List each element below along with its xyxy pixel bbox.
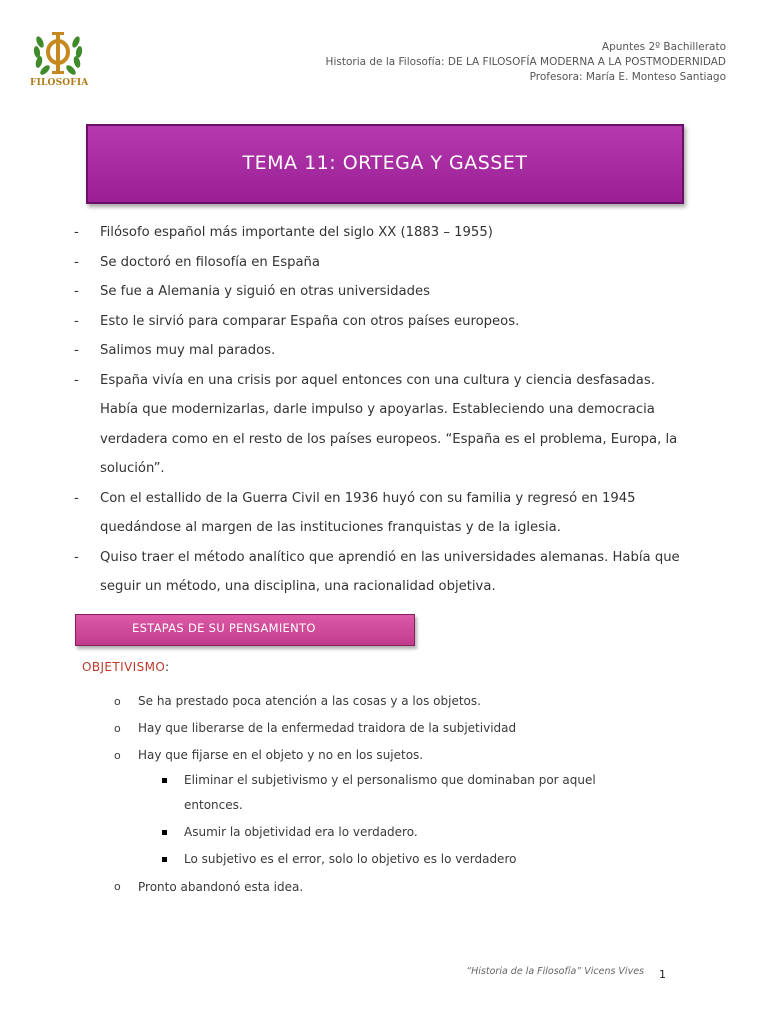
list-item-text: Hay que liberarse de la enfermedad traidora de la subjetividad — [138, 721, 517, 735]
list-item — [72, 336, 692, 366]
objectivism-subpoints — [158, 768, 638, 872]
square-bullet-icon — [162, 830, 167, 835]
dash-marker: - — [74, 254, 79, 270]
dash-marker: - — [74, 372, 79, 388]
list-item-text: Eliminar el subjetivismo y el personalismo que dominaban por aquel entonces. — [184, 773, 596, 812]
list-item-text: Lo subjetivo es el error, solo lo objetivo es lo verdadero — [184, 852, 517, 866]
list-item-text: Asumir la objetividad era lo verdadero. — [184, 825, 418, 839]
list-item-text: España vivía en una crisis por aquel entonces con una cultura y ciencia desfasadas. Había que modernizarlas, darle impulso y apoyarlas. Estableciendo una democracia verdadera como en el resto de los países europeos. “España es el problema, Europa, la solución”. — [100, 372, 678, 476]
document-header — [326, 40, 726, 85]
list-item — [114, 715, 714, 742]
square-bullet-icon — [162, 857, 167, 862]
list-item — [72, 484, 692, 543]
subsection-heading — [82, 660, 169, 674]
dash-marker: - — [74, 284, 79, 299]
list-item — [114, 876, 714, 898]
list-item-text: Se fue a Alemania y siguió en otras universidades — [100, 284, 430, 299]
phi-laurel-icon — [30, 28, 86, 78]
section-banner — [75, 614, 415, 646]
dash-marker: - — [74, 225, 79, 240]
header-teacher: Profesora: María E. Monteso Santiago — [529, 71, 726, 83]
list-item-text: Quiso traer el método analítico que aprendió en las universidades alemanas. Había que seguir un método, una disciplina, una racionalidad objetiva. — [100, 549, 680, 594]
circle-bullet-icon: o — [114, 695, 121, 708]
list-item-text: Filósofo español más importante del siglo XX (1883 – 1955) — [100, 225, 493, 240]
header-subject: Historia de la Filosofía: DE LA FILOSOFÍA MODERNA A LA POSTMODERNIDAD — [325, 56, 726, 68]
header-course: Apuntes 2º Bachillerato — [601, 41, 726, 53]
list-item — [158, 847, 638, 872]
footer-source: “Historia de la Filosofía” Vicens Vives — [466, 966, 644, 977]
dash-marker: - — [74, 343, 79, 358]
list-item-text: Salimos muy mal parados. — [100, 343, 276, 358]
list-item-text: Se ha prestado poca atención a las cosas y a los objetos. — [138, 694, 481, 708]
subsection-heading-text: OBJETIVISMO — [82, 660, 166, 674]
objectivism-closing — [114, 876, 714, 898]
list-item — [72, 543, 692, 602]
list-item — [114, 688, 714, 715]
logo-label: FILOSOFIA — [30, 78, 89, 88]
dash-marker: - — [74, 490, 79, 506]
list-item-text: Esto le sirvió para comparar España con otros países europeos. — [100, 313, 520, 329]
main-points-list — [72, 218, 692, 602]
list-item-text: Hay que fijarse en el objeto y no en los sujetos. — [138, 748, 424, 762]
list-item — [72, 277, 692, 307]
page-title: TEMA 11: ORTEGA Y GASSET — [242, 152, 528, 174]
list-item-text: Con el estallido de la Guerra Civil en 1936 huyó con su familia y regresó en 1945 quedándose al margen de las instituciones franquistas y de la iglesia. — [100, 490, 636, 535]
circle-bullet-icon: o — [114, 880, 121, 893]
philosophy-logo — [30, 28, 89, 88]
list-item — [114, 742, 714, 769]
list-item — [72, 307, 692, 337]
list-item — [72, 218, 692, 248]
circle-bullet-icon: o — [114, 749, 121, 762]
title-banner — [86, 124, 684, 204]
list-item — [72, 248, 692, 278]
objectivism-points — [114, 688, 714, 769]
list-item — [158, 768, 638, 818]
section-title: ESTAPAS DE SU PENSAMIENTO — [132, 621, 316, 635]
circle-bullet-icon: o — [114, 722, 121, 735]
page-number: 1 — [659, 968, 666, 981]
list-item — [158, 820, 638, 845]
list-item-text: Pronto abandonó esta idea. — [138, 880, 304, 894]
list-item-text: Se doctoró en filosofía en España — [100, 254, 320, 270]
square-bullet-icon — [162, 778, 167, 783]
list-item — [72, 366, 692, 484]
subsection-heading-colon: : — [165, 660, 170, 674]
dash-marker: - — [74, 549, 79, 565]
dash-marker: - — [74, 313, 79, 329]
